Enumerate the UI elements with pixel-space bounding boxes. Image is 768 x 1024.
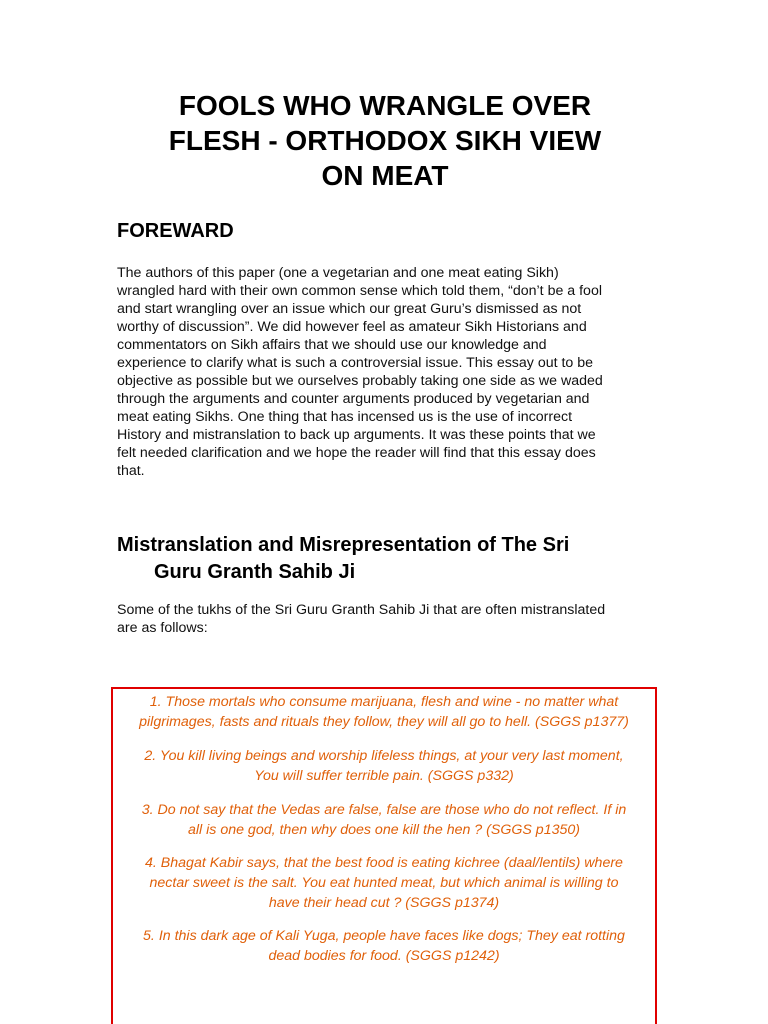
foreward-line: and start wrangling over an issue which our great Guru’s dismissed as not	[117, 301, 582, 317]
foreward-line: worthy of discussion”. We did however feel as amateur Sikh Historians and	[117, 319, 587, 335]
intro-line: Some of the tukhs of the Sri Guru Granth Sahib Ji that are often mistranslated	[117, 602, 606, 618]
page-title	[100, 88, 670, 193]
foreward-line: through the arguments and counter arguments produced by vegetarian and	[117, 391, 590, 407]
quote-item-3	[113, 800, 655, 840]
quote-item-4	[113, 853, 655, 913]
quote-line: You will suffer terrible pain. (SGGS p332)	[254, 768, 514, 784]
quote-line: pilgrimages, fasts and rituals they follow, they will all go to hell. (SGGS p1377)	[139, 714, 629, 730]
quote-line: 1. Those mortals who consume marijuana, flesh and wine - no matter what	[149, 694, 619, 710]
intro-line: are as follows:	[117, 620, 208, 636]
mistranslation-heading	[117, 532, 677, 586]
quote-line: 4. Bhagat Kabir says, that the best food is eating kichree (daal/lentils) where	[145, 855, 623, 871]
quote-item-1	[113, 692, 655, 732]
foreward-heading: FOREWARD	[117, 220, 234, 242]
quote-item-5	[113, 926, 655, 966]
foreward-line: commentators on Sikh affairs that we should use our knowledge and	[117, 337, 547, 353]
foreward-line: The authors of this paper (one a vegetarian and one meat eating Sikh)	[117, 265, 559, 281]
foreward-line: wrangled hard with their own common sense which told them, “don’t be a fool	[117, 283, 602, 299]
quote-line: 3. Do not say that the Vedas are false, false are those who do not reflect. If in	[141, 802, 627, 818]
foreward-line: History and mistranslation to back up arguments. It was these points that we	[117, 427, 596, 443]
foreward-line: experience to clarify what is such a controversial issue. This essay out to be	[117, 355, 594, 371]
quote-line: all is one god, then why does one kill the hen ? (SGGS p1350)	[188, 822, 580, 838]
foreward-line: that.	[117, 463, 145, 479]
title-line-3: ON MEAT	[321, 160, 449, 191]
foreward-paragraph	[117, 264, 657, 480]
title-line-1: FOOLS WHO WRANGLE OVER	[178, 90, 592, 121]
quote-item-2	[113, 746, 655, 786]
mistranslation-heading-line-2: Guru Granth Sahib Ji	[154, 561, 356, 583]
foreward-line: objective as possible but we ourselves probably taking one side as we waded	[117, 373, 603, 389]
mistranslation-heading-line-1: Mistranslation and Misrepresentation of The Sri	[117, 534, 570, 556]
quote-line: 2. You kill living beings and worship lifeless things, at your very last moment,	[144, 748, 624, 764]
foreward-line: meat eating Sikhs. One thing that has incensed us is the use of incorrect	[117, 409, 573, 425]
quote-line: dead bodies for food. (SGGS p1242)	[268, 948, 500, 964]
quote-line: have their head cut ? (SGGS p1374)	[268, 895, 500, 911]
quote-line: nectar sweet is the salt. You eat hunted meat, but which animal is willing to	[149, 875, 619, 891]
quote-line: 5. In this dark age of Kali Yuga, people have faces like dogs; They eat rotting	[143, 928, 625, 944]
foreward-line: felt needed clarification and we hope the reader will find that this essay does	[117, 445, 596, 461]
title-line-2: FLESH - ORTHODOX SIKH VIEW	[168, 125, 602, 156]
intro-paragraph	[117, 601, 677, 637]
